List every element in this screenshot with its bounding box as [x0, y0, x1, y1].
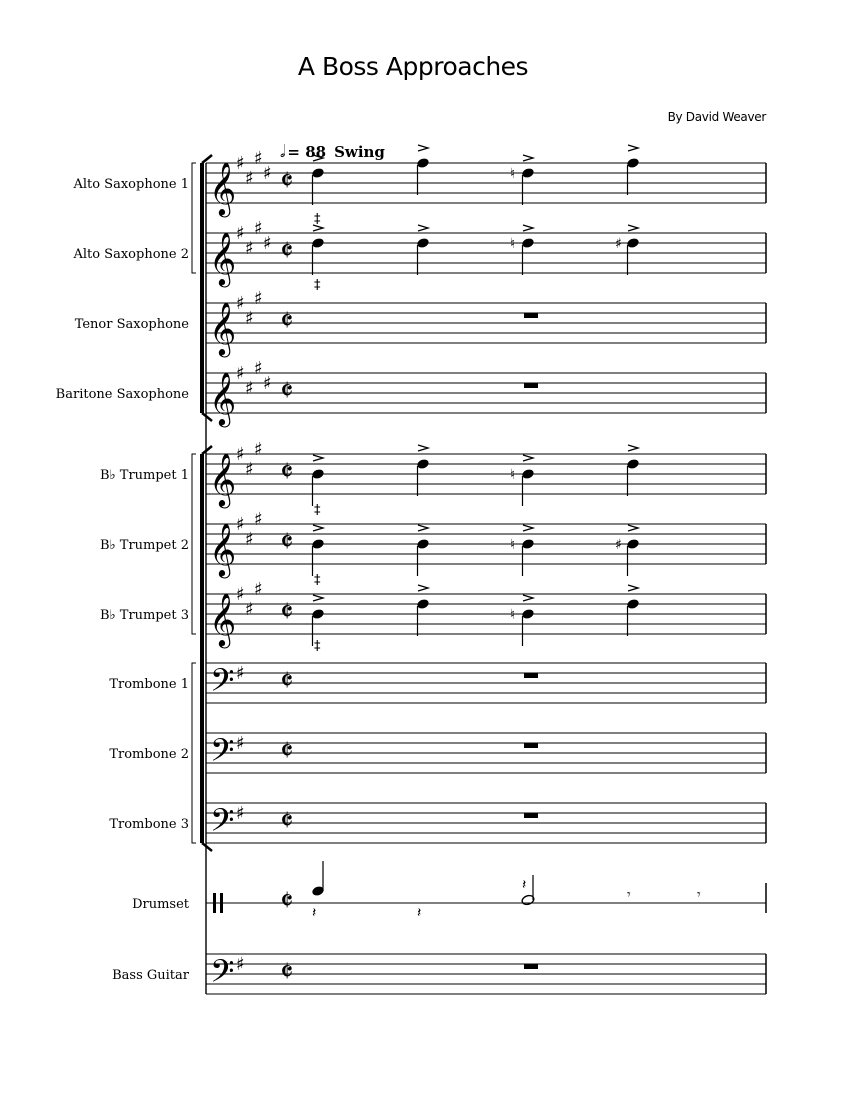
group-bracket: [200, 163, 204, 413]
sharp-icon: ♯: [245, 168, 254, 189]
note-head: [521, 237, 535, 249]
quarter-rest-icon: 𝄽: [417, 905, 422, 921]
sharp-icon: ♯: [236, 153, 245, 174]
instrument-name: B♭ Trumpet 1: [99, 468, 189, 483]
treble-clef-icon: 𝄞: [209, 452, 237, 506]
ghost-note-icon: ‡: [314, 212, 321, 227]
sharp-icon: ♯: [254, 579, 263, 600]
ghost-note-icon: ‡: [314, 503, 321, 518]
group-bracket: [200, 454, 204, 843]
accent-icon: [523, 225, 533, 231]
accent-icon: [418, 225, 428, 231]
accent-icon: [523, 455, 533, 461]
sub-bracket: [192, 163, 196, 273]
sharp-icon: ♯: [254, 148, 263, 169]
sharp-icon: ♯: [245, 599, 254, 620]
time-signature: 𝄵: [280, 884, 294, 919]
note-head: [416, 538, 430, 550]
accent-icon: [523, 155, 533, 161]
sharp-icon: ♯: [236, 954, 245, 975]
instrument-name: Bass Guitar: [112, 968, 189, 983]
sharp-icon: ♯: [245, 529, 254, 550]
sharp-icon: ♯: [254, 218, 263, 239]
whole-rest-icon: [524, 743, 538, 748]
instrument-name: Trombone 2: [109, 747, 189, 762]
staves: [56, 148, 766, 997]
ghost-note-icon: ‡: [314, 573, 321, 588]
time-signature: 𝄵: [280, 374, 294, 409]
sharp-icon: ♯: [245, 238, 254, 259]
whole-rest-icon: [524, 383, 538, 388]
percussion-clef-icon: [220, 893, 223, 913]
natural-icon: ♮: [510, 467, 516, 483]
sharp-icon: ♯: [236, 223, 245, 244]
sharp-icon: ♯: [236, 584, 245, 605]
time-signature: 𝄵: [280, 955, 294, 990]
sharp-icon: ♯: [254, 288, 263, 309]
note-head: [626, 458, 640, 470]
staff-8: [109, 662, 766, 706]
accent-icon: [313, 155, 323, 161]
natural-icon: ♮: [510, 607, 516, 623]
staff-10: [109, 802, 766, 846]
sharp-icon: ♯: [245, 378, 254, 399]
sharp-icon: ♯: [254, 439, 263, 460]
accent-icon: [418, 525, 428, 531]
instrument-name: Alto Saxophone 1: [73, 177, 189, 192]
note-head: [416, 458, 430, 470]
sub-bracket: [192, 454, 196, 634]
note-head: [626, 538, 640, 550]
staff-1: [72, 148, 766, 217]
sharp-icon: ♯: [236, 514, 245, 535]
natural-icon: ♮: [510, 537, 516, 553]
staff-4: [56, 358, 766, 427]
note-head: [311, 608, 325, 620]
instrument-name: B♭ Trumpet 2: [99, 538, 189, 553]
sharp-icon: ♯: [245, 308, 254, 329]
note-head: [311, 237, 325, 249]
accent-icon: [418, 145, 428, 151]
sharp-icon: ♯: [236, 293, 245, 314]
ghost-note-icon: ‡: [314, 278, 321, 293]
treble-clef-icon: 𝄞: [209, 592, 237, 646]
accent-icon: [313, 595, 323, 601]
sharp-icon: ♯: [236, 444, 245, 465]
bass-clef-icon: 𝄢: [210, 802, 235, 846]
natural-icon: ♮: [510, 166, 516, 182]
accent-icon: [523, 595, 533, 601]
time-signature: 𝄵: [280, 455, 294, 490]
staff-2: [72, 218, 766, 287]
accent-icon: [628, 225, 638, 231]
time-signature: 𝄵: [280, 664, 294, 699]
note-head: [416, 157, 430, 169]
note-head: [311, 167, 325, 179]
treble-clef-icon: 𝄞: [209, 371, 237, 425]
accent-icon: [313, 525, 323, 531]
instrument-name: Trombone 3: [109, 817, 189, 832]
instrument-name: B♭ Trumpet 3: [99, 608, 189, 623]
notes: [311, 145, 701, 969]
score-title: A Boss Approaches: [297, 52, 529, 81]
bass-clef-icon: 𝄢: [210, 732, 235, 776]
note-head: [521, 608, 535, 620]
eighth-rest-icon: 𝄾: [627, 887, 631, 903]
staff-6: [100, 509, 766, 578]
sharp-icon: ♯: [236, 363, 245, 384]
treble-clef-icon: 𝄞: [209, 522, 237, 576]
whole-rest-icon: [524, 313, 538, 318]
whole-rest-icon: [524, 813, 538, 818]
sharp-icon: ♯: [236, 803, 245, 824]
instrument-name: Trombone 1: [109, 677, 189, 692]
accent-icon: [418, 585, 428, 591]
sharp-icon: ♯: [263, 373, 272, 394]
style-marking: Swing: [334, 143, 385, 161]
percussion-clef-icon: [213, 893, 216, 913]
staff-11: [132, 884, 766, 919]
treble-clef-icon: 𝄞: [209, 161, 237, 215]
time-signature: 𝄵: [280, 595, 294, 630]
time-signature: 𝄵: [280, 804, 294, 839]
instrument-name: Tenor Saxophone: [74, 317, 189, 332]
whole-rest-icon: [524, 964, 538, 969]
quarter-rest-icon: 𝄽: [522, 877, 527, 893]
sharp-icon: ♯: [254, 358, 263, 379]
accent-icon: [628, 145, 638, 151]
accent-icon: [628, 585, 638, 591]
group-brackets: [192, 155, 766, 994]
instrument-name: Drumset: [132, 897, 189, 912]
sub-bracket: [192, 663, 196, 843]
time-signature: 𝄵: [280, 525, 294, 560]
time-signature: 𝄵: [280, 234, 294, 269]
sharp-icon: ♯: [615, 236, 622, 252]
instrument-name: Baritone Saxophone: [55, 387, 189, 402]
staff-12: [112, 953, 766, 997]
accent-icon: [418, 445, 428, 451]
quarter-rest-icon: 𝄽: [312, 905, 317, 921]
sharp-icon: ♯: [236, 733, 245, 754]
sharp-icon: ♯: [615, 537, 622, 553]
staff-3: [75, 288, 766, 357]
treble-clef-icon: 𝄞: [209, 301, 237, 355]
time-signature: 𝄵: [280, 304, 294, 339]
sharp-icon: ♯: [263, 163, 272, 184]
sharp-icon: ♯: [254, 509, 263, 530]
bass-clef-icon: 𝄢: [210, 953, 235, 997]
whole-rest-icon: [524, 673, 538, 678]
sharp-icon: ♯: [245, 459, 254, 480]
sharp-icon: ♯: [236, 663, 245, 684]
note-head: [311, 538, 325, 550]
ghost-note-icon: ‡: [314, 639, 321, 654]
accent-icon: [628, 445, 638, 451]
accent-icon: [523, 525, 533, 531]
accent-icon: [313, 455, 323, 461]
note-head: [416, 237, 430, 249]
note-head: [521, 468, 535, 480]
eighth-rest-icon: 𝄾: [697, 887, 701, 903]
note-head: [521, 167, 535, 179]
sharp-icon: ♯: [263, 233, 272, 254]
bass-clef-icon: 𝄢: [210, 662, 235, 706]
accent-icon: [628, 525, 638, 531]
staff-9: [109, 732, 766, 776]
note-head: [416, 598, 430, 610]
note-head: [626, 237, 640, 249]
time-signature: 𝄵: [280, 164, 294, 199]
staff-7: [100, 579, 766, 648]
time-signature: 𝄵: [280, 734, 294, 769]
note-head: [311, 468, 325, 480]
natural-icon: ♮: [510, 236, 516, 252]
staff-5: [100, 439, 766, 508]
note-head: [521, 538, 535, 550]
instrument-name: Alto Saxophone 2: [73, 247, 189, 262]
treble-clef-icon: 𝄞: [209, 231, 237, 285]
note-head: [626, 598, 640, 610]
composer-credit: By David Weaver: [667, 110, 766, 124]
tempo-value: = 88: [287, 143, 327, 161]
half-note-icon: 𝅗𝅥: [280, 142, 286, 162]
note-head: [626, 157, 640, 169]
